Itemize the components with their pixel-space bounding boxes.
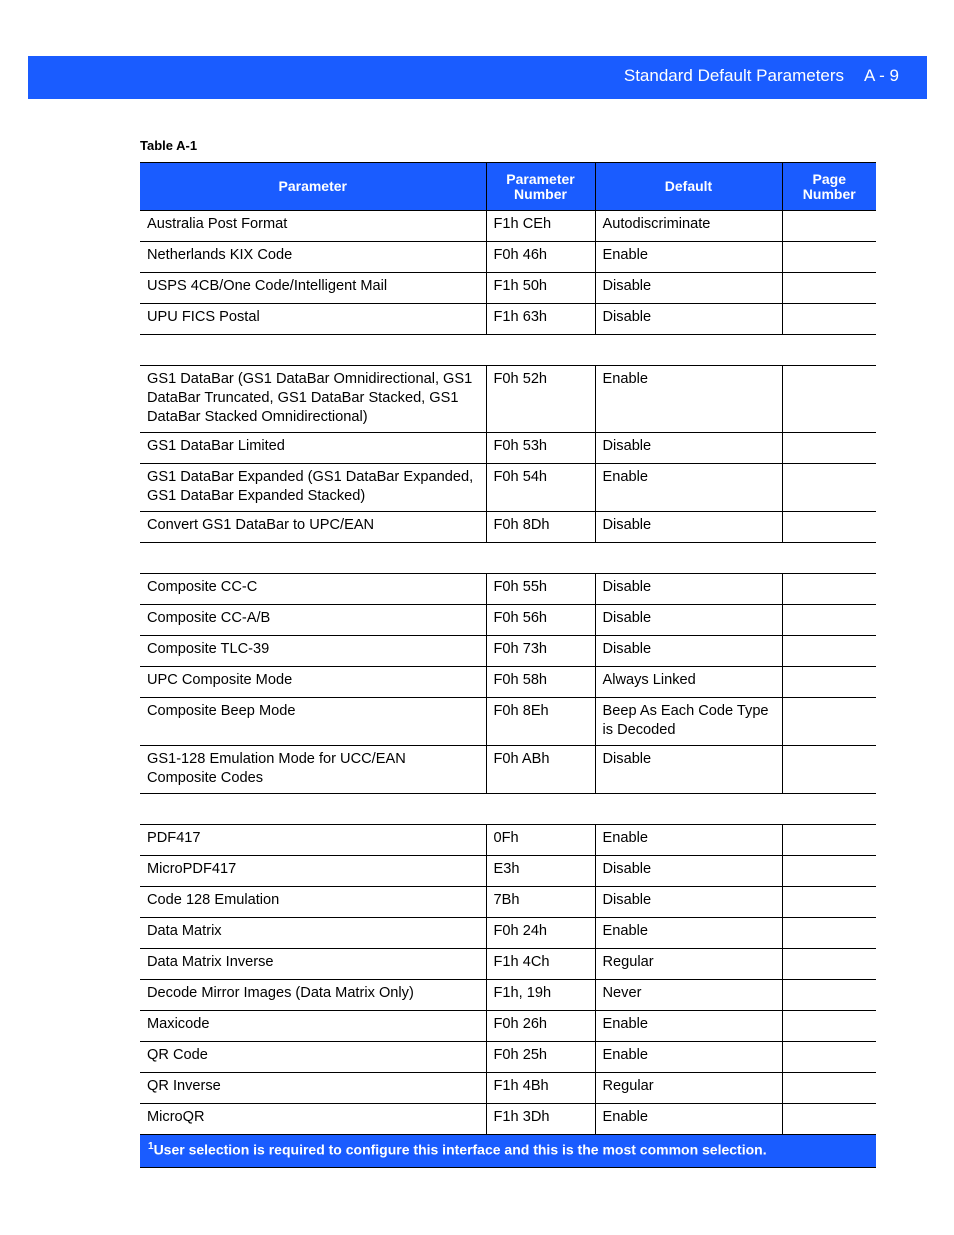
parameter-number-cell: F1h 4Ch: [486, 949, 595, 980]
table-row: [140, 856, 876, 887]
page-number-cell: [782, 304, 876, 335]
page-number-cell: [782, 242, 876, 273]
parameter-number-cell: F0h 58h: [486, 667, 595, 698]
page-number-cell: [782, 464, 876, 512]
default-cell: Disable: [595, 433, 782, 464]
table-row: [140, 949, 876, 980]
default-cell: Disable: [595, 273, 782, 304]
table-row: [140, 464, 876, 512]
page-number-cell: [782, 636, 876, 667]
footnote-cell: [140, 1135, 876, 1168]
page-number-cell: [782, 512, 876, 543]
page-number-cell: [782, 667, 876, 698]
default-cell: Regular: [595, 949, 782, 980]
parameter-number-cell: F0h 26h: [486, 1011, 595, 1042]
group-separator: [140, 794, 876, 825]
parameter-cell: Convert GS1 DataBar to UPC/EAN: [140, 512, 486, 543]
table-row: [140, 1104, 876, 1135]
parameter-number-cell: F0h 25h: [486, 1042, 595, 1073]
parameter-cell: MicroPDF417: [140, 856, 486, 887]
page-number-cell: [782, 918, 876, 949]
default-cell: Disable: [595, 746, 782, 794]
default-cell: Disable: [595, 304, 782, 335]
table-row: [140, 636, 876, 667]
default-cell: Enable: [595, 1104, 782, 1135]
footnote-text: User selection is required to configure this interface and this is the most common selection.: [153, 1141, 767, 1158]
table-row: [140, 1073, 876, 1104]
page-number-cell: [782, 949, 876, 980]
default-cell: Always Linked: [595, 667, 782, 698]
default-cell: Never: [595, 980, 782, 1011]
parameter-cell: Data Matrix: [140, 918, 486, 949]
default-cell: Beep As Each Code Type is Decoded: [595, 698, 782, 746]
parameter-cell: GS1 DataBar (GS1 DataBar Omnidirectional, GS1 DataBar Truncated, GS1 DataBar Stacked, GS1 DataBar Stacked Omnidirectional): [140, 366, 486, 433]
default-cell: Disable: [595, 512, 782, 543]
parameter-number-cell: 0Fh: [486, 825, 595, 856]
table-row: [140, 698, 876, 746]
table-row: [140, 211, 876, 242]
header-page-number: A - 9: [864, 66, 899, 85]
page-number-cell: [782, 273, 876, 304]
table-row: [140, 746, 876, 794]
column-header: Default: [595, 163, 782, 211]
table-row: [140, 273, 876, 304]
parameter-number-cell: F1h 3Dh: [486, 1104, 595, 1135]
default-cell: Autodiscriminate: [595, 211, 782, 242]
default-cell: Disable: [595, 574, 782, 605]
parameter-number-cell: F0h 55h: [486, 574, 595, 605]
table-row: [140, 574, 876, 605]
header-title: [624, 66, 899, 86]
parameter-cell: GS1 DataBar Limited: [140, 433, 486, 464]
table-row: [140, 366, 876, 433]
table-header-row: [140, 163, 876, 211]
default-cell: Disable: [595, 887, 782, 918]
parameter-number-cell: F1h 63h: [486, 304, 595, 335]
parameter-cell: Composite Beep Mode: [140, 698, 486, 746]
parameter-number-cell: F0h 46h: [486, 242, 595, 273]
parameter-number-cell: F0h 8Eh: [486, 698, 595, 746]
parameter-cell: PDF417: [140, 825, 486, 856]
parameter-number-cell: F1h 50h: [486, 273, 595, 304]
default-cell: Enable: [595, 464, 782, 512]
parameter-cell: GS1-128 Emulation Mode for UCC/EAN Composite Codes: [140, 746, 486, 794]
parameter-cell: QR Code: [140, 1042, 486, 1073]
table-row: [140, 242, 876, 273]
parameter-cell: Composite TLC-39: [140, 636, 486, 667]
parameter-number-cell: F0h 52h: [486, 366, 595, 433]
table-row: [140, 667, 876, 698]
parameter-number-cell: F0h 8Dh: [486, 512, 595, 543]
page-number-cell: [782, 825, 876, 856]
group-separator-cell: [140, 543, 876, 574]
default-cell: Enable: [595, 918, 782, 949]
table-body: [140, 211, 876, 1168]
table-caption: Table A-1: [140, 138, 198, 153]
footnote-row: [140, 1135, 876, 1168]
default-cell: Enable: [595, 825, 782, 856]
table-row: [140, 605, 876, 636]
parameter-number-cell: F0h 24h: [486, 918, 595, 949]
page-number-cell: [782, 1104, 876, 1135]
table-row: [140, 433, 876, 464]
parameter-cell: Composite CC-A/B: [140, 605, 486, 636]
parameter-cell: MicroQR: [140, 1104, 486, 1135]
parameter-cell: GS1 DataBar Expanded (GS1 DataBar Expanded, GS1 DataBar Expanded Stacked): [140, 464, 486, 512]
group-separator-cell: [140, 335, 876, 366]
page-number-cell: [782, 366, 876, 433]
page-number-cell: [782, 887, 876, 918]
default-cell: Enable: [595, 242, 782, 273]
parameter-cell: USPS 4CB/One Code/Intelligent Mail: [140, 273, 486, 304]
parameter-cell: Maxicode: [140, 1011, 486, 1042]
parameter-cell: UPU FICS Postal: [140, 304, 486, 335]
page-number-cell: [782, 698, 876, 746]
default-cell: Disable: [595, 605, 782, 636]
page-number-cell: [782, 1042, 876, 1073]
parameters-table: [140, 162, 876, 1168]
table-row: [140, 512, 876, 543]
parameter-cell: Composite CC-C: [140, 574, 486, 605]
group-separator-cell: [140, 794, 876, 825]
parameter-number-cell: F1h, 19h: [486, 980, 595, 1011]
page-number-cell: [782, 1073, 876, 1104]
parameter-number-cell: F0h ABh: [486, 746, 595, 794]
footnote-marker: 1: [148, 1141, 154, 1152]
default-cell: Disable: [595, 856, 782, 887]
table-row: [140, 825, 876, 856]
parameter-cell: QR Inverse: [140, 1073, 486, 1104]
page-number-cell: [782, 980, 876, 1011]
table-row: [140, 1042, 876, 1073]
header-section-title: Standard Default Parameters: [623, 66, 845, 85]
parameter-cell: Decode Mirror Images (Data Matrix Only): [140, 980, 486, 1011]
table-row: [140, 918, 876, 949]
page-number-cell: [782, 574, 876, 605]
group-separator: [140, 543, 876, 574]
parameter-cell: Australia Post Format: [140, 211, 486, 242]
table-row: [140, 887, 876, 918]
parameter-cell: UPC Composite Mode: [140, 667, 486, 698]
page-number-cell: [782, 746, 876, 794]
default-cell: Regular: [595, 1073, 782, 1104]
page-number-cell: [782, 433, 876, 464]
parameter-number-cell: F0h 73h: [486, 636, 595, 667]
parameter-number-cell: 7Bh: [486, 887, 595, 918]
column-header: Parameter Number: [486, 163, 595, 211]
table-row: [140, 304, 876, 335]
parameter-number-cell: F1h CEh: [486, 211, 595, 242]
parameter-cell: Code 128 Emulation: [140, 887, 486, 918]
page-number-cell: [782, 1011, 876, 1042]
parameter-number-cell: F0h 54h: [486, 464, 595, 512]
page-header-bar: [28, 56, 927, 99]
default-cell: Enable: [595, 366, 782, 433]
column-header: Page Number: [782, 163, 876, 211]
parameter-number-cell: F1h 4Bh: [486, 1073, 595, 1104]
page-number-cell: [782, 211, 876, 242]
default-cell: Enable: [595, 1011, 782, 1042]
page-number-cell: [782, 605, 876, 636]
table-row: [140, 1011, 876, 1042]
parameter-number-cell: E3h: [486, 856, 595, 887]
default-cell: Enable: [595, 1042, 782, 1073]
parameter-cell: Data Matrix Inverse: [140, 949, 486, 980]
parameter-number-cell: F0h 56h: [486, 605, 595, 636]
group-separator: [140, 335, 876, 366]
default-cell: Disable: [595, 636, 782, 667]
parameter-number-cell: F0h 53h: [486, 433, 595, 464]
page-number-cell: [782, 856, 876, 887]
parameter-cell: Netherlands KIX Code: [140, 242, 486, 273]
table-row: [140, 980, 876, 1011]
column-header: Parameter: [140, 163, 486, 211]
